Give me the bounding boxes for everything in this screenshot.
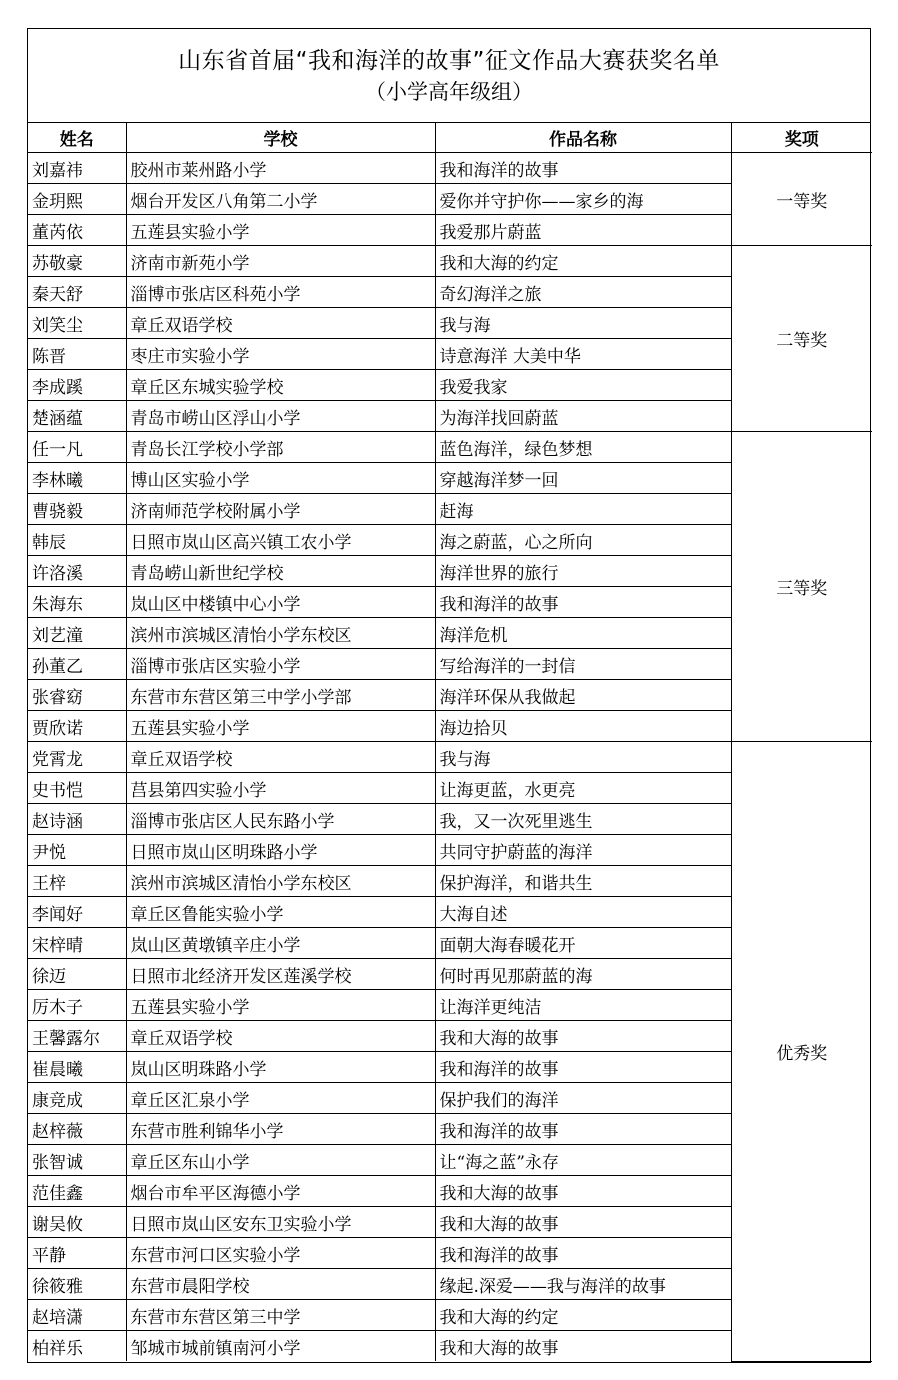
work-title: 我和大海的故事 bbox=[435, 1176, 731, 1207]
school-name: 滨州市滨城区清怡小学东校区 bbox=[126, 618, 435, 649]
winner-name: 宋梓晴 bbox=[28, 928, 126, 959]
winner-name: 许洛溪 bbox=[28, 556, 126, 587]
work-title: 蓝色海洋，绿色梦想 bbox=[435, 432, 731, 463]
winner-name: 刘嘉祎 bbox=[28, 153, 126, 184]
winner-name: 党霄龙 bbox=[28, 742, 126, 773]
school-name: 东营市东营区第三中学小学部 bbox=[126, 680, 435, 711]
school-name: 日照市岚山区明珠路小学 bbox=[126, 835, 435, 866]
winner-name: 柏祥乐 bbox=[28, 1331, 126, 1362]
work-title: 我和大海的故事 bbox=[435, 1331, 731, 1362]
work-title: 我和大海的故事 bbox=[435, 1021, 731, 1052]
winner-name: 孙董乙 bbox=[28, 649, 126, 680]
school-name: 日照市岚山区安东卫实验小学 bbox=[126, 1207, 435, 1238]
winner-name: 尹悦 bbox=[28, 835, 126, 866]
work-title: 我和海洋的故事 bbox=[435, 153, 731, 184]
winner-name: 董芮依 bbox=[28, 215, 126, 246]
winner-name: 楚涵蕴 bbox=[28, 401, 126, 432]
winner-name: 苏敬豪 bbox=[28, 246, 126, 277]
work-title: 保护海洋，和谐共生 bbox=[435, 866, 731, 897]
school-name: 章丘双语学校 bbox=[126, 1021, 435, 1052]
winner-name: 赵梓薇 bbox=[28, 1114, 126, 1145]
winner-name: 厉木子 bbox=[28, 990, 126, 1021]
header-name: 姓名 bbox=[28, 123, 126, 153]
school-name: 五莲县实验小学 bbox=[126, 711, 435, 742]
winner-name: 韩辰 bbox=[28, 525, 126, 556]
school-name: 胶州市莱州路小学 bbox=[126, 153, 435, 184]
winner-name: 徐迈 bbox=[28, 959, 126, 990]
work-title: 让海洋更纯洁 bbox=[435, 990, 731, 1021]
winner-name: 张智诚 bbox=[28, 1145, 126, 1176]
table-row bbox=[28, 153, 872, 184]
school-name: 岚山区明珠路小学 bbox=[126, 1052, 435, 1083]
school-name: 莒县第四实验小学 bbox=[126, 773, 435, 804]
school-name: 日照市北经济开发区莲溪学校 bbox=[126, 959, 435, 990]
work-title: 我和大海的约定 bbox=[435, 1300, 731, 1331]
work-title: 海洋危机 bbox=[435, 618, 731, 649]
school-name: 青岛崂山新世纪学校 bbox=[126, 556, 435, 587]
work-title: 赶海 bbox=[435, 494, 731, 525]
school-name: 东营市胜利锦华小学 bbox=[126, 1114, 435, 1145]
table-row bbox=[28, 432, 872, 463]
school-name: 枣庄市实验小学 bbox=[126, 339, 435, 370]
work-title: 我和大海的故事 bbox=[435, 1207, 731, 1238]
school-name: 岚山区黄墩镇辛庄小学 bbox=[126, 928, 435, 959]
work-title: 我和海洋的故事 bbox=[435, 1114, 731, 1145]
header-work: 作品名称 bbox=[435, 123, 731, 153]
winner-name: 李成蹊 bbox=[28, 370, 126, 401]
document-subtitle: （小学高年级组） bbox=[365, 79, 533, 104]
work-title: 缘起.深爱——我与海洋的故事 bbox=[435, 1269, 731, 1300]
winner-name: 王梓 bbox=[28, 866, 126, 897]
winner-name: 康竞成 bbox=[28, 1083, 126, 1114]
winner-name: 陈晋 bbox=[28, 339, 126, 370]
winner-name: 曹骁毅 bbox=[28, 494, 126, 525]
winner-name: 谢吴攸 bbox=[28, 1207, 126, 1238]
school-name: 滨州市滨城区清怡小学东校区 bbox=[126, 866, 435, 897]
school-name: 日照市岚山区高兴镇工农小学 bbox=[126, 525, 435, 556]
winner-name: 任一凡 bbox=[28, 432, 126, 463]
winner-name: 朱海东 bbox=[28, 587, 126, 618]
work-title: 我爱我家 bbox=[435, 370, 731, 401]
work-title: 共同守护蔚蓝的海洋 bbox=[435, 835, 731, 866]
work-title: 我，又一次死里逃生 bbox=[435, 804, 731, 835]
work-title: 我和海洋的故事 bbox=[435, 587, 731, 618]
document-title: 山东省首届“我和海洋的故事”征文作品大赛获奖名单 bbox=[178, 47, 720, 74]
school-name: 东营市河口区实验小学 bbox=[126, 1238, 435, 1269]
header-row bbox=[28, 123, 872, 153]
winner-name: 刘笑尘 bbox=[28, 308, 126, 339]
winner-name: 徐筱雅 bbox=[28, 1269, 126, 1300]
work-title: 海之蔚蓝，心之所向 bbox=[435, 525, 731, 556]
work-title: 海洋世界的旅行 bbox=[435, 556, 731, 587]
school-name: 青岛市崂山区浮山小学 bbox=[126, 401, 435, 432]
school-name: 淄博市张店区科苑小学 bbox=[126, 277, 435, 308]
winner-name: 赵诗涵 bbox=[28, 804, 126, 835]
award-level: 三等奖 bbox=[731, 432, 872, 742]
school-name: 章丘双语学校 bbox=[126, 742, 435, 773]
winner-name: 李林曦 bbox=[28, 463, 126, 494]
school-name: 五莲县实验小学 bbox=[126, 215, 435, 246]
header-school: 学校 bbox=[126, 123, 435, 153]
winner-name: 赵培潇 bbox=[28, 1300, 126, 1331]
school-name: 济南师范学校附属小学 bbox=[126, 494, 435, 525]
work-title: 让海更蓝，水更亮 bbox=[435, 773, 731, 804]
school-name: 淄博市张店区实验小学 bbox=[126, 649, 435, 680]
award-level: 优秀奖 bbox=[731, 742, 872, 1362]
work-title: 保护我们的海洋 bbox=[435, 1083, 731, 1114]
work-title: 海边拾贝 bbox=[435, 711, 731, 742]
award-level: 一等奖 bbox=[731, 153, 872, 246]
title-block bbox=[28, 29, 870, 123]
work-title: 我和大海的约定 bbox=[435, 246, 731, 277]
work-title: 何时再见那蔚蓝的海 bbox=[435, 959, 731, 990]
work-title: 我与海 bbox=[435, 308, 731, 339]
work-title: 我与海 bbox=[435, 742, 731, 773]
school-name: 烟台市牟平区海德小学 bbox=[126, 1176, 435, 1207]
winner-name: 金玥熙 bbox=[28, 184, 126, 215]
school-name: 章丘区汇泉小学 bbox=[126, 1083, 435, 1114]
award-level: 二等奖 bbox=[731, 246, 872, 432]
work-title: 我和海洋的故事 bbox=[435, 1238, 731, 1269]
award-table bbox=[28, 123, 872, 1362]
school-name: 章丘区东山小学 bbox=[126, 1145, 435, 1176]
work-title: 写给海洋的一封信 bbox=[435, 649, 731, 680]
winner-name: 平静 bbox=[28, 1238, 126, 1269]
work-title: 为海洋找回蔚蓝 bbox=[435, 401, 731, 432]
work-title: 我和海洋的故事 bbox=[435, 1052, 731, 1083]
winner-name: 秦天舒 bbox=[28, 277, 126, 308]
winner-name: 刘艺潼 bbox=[28, 618, 126, 649]
header-award: 奖项 bbox=[731, 123, 872, 153]
award-table-body bbox=[28, 153, 872, 1362]
school-name: 章丘双语学校 bbox=[126, 308, 435, 339]
winner-name: 王馨露尔 bbox=[28, 1021, 126, 1052]
table-row bbox=[28, 246, 872, 277]
work-title: 大海自述 bbox=[435, 897, 731, 928]
school-name: 济南市新苑小学 bbox=[126, 246, 435, 277]
winner-name: 张睿窈 bbox=[28, 680, 126, 711]
winner-name: 李闻好 bbox=[28, 897, 126, 928]
school-name: 五莲县实验小学 bbox=[126, 990, 435, 1021]
school-name: 东营市晨阳学校 bbox=[126, 1269, 435, 1300]
winner-name: 贾欣诺 bbox=[28, 711, 126, 742]
school-name: 青岛长江学校小学部 bbox=[126, 432, 435, 463]
school-name: 烟台开发区八角第二小学 bbox=[126, 184, 435, 215]
school-name: 章丘区鲁能实验小学 bbox=[126, 897, 435, 928]
school-name: 博山区实验小学 bbox=[126, 463, 435, 494]
winner-name: 史书恺 bbox=[28, 773, 126, 804]
work-title: 让“海之蓝”永存 bbox=[435, 1145, 731, 1176]
table-row bbox=[28, 742, 872, 773]
work-title: 面朝大海春暖花开 bbox=[435, 928, 731, 959]
winner-name: 崔晨曦 bbox=[28, 1052, 126, 1083]
school-name: 东营市东营区第三中学 bbox=[126, 1300, 435, 1331]
winner-name: 范佳鑫 bbox=[28, 1176, 126, 1207]
work-title: 诗意海洋 大美中华 bbox=[435, 339, 731, 370]
work-title: 我爱那片蔚蓝 bbox=[435, 215, 731, 246]
school-name: 邹城市城前镇南河小学 bbox=[126, 1331, 435, 1362]
school-name: 章丘区东城实验学校 bbox=[126, 370, 435, 401]
work-title: 穿越海洋梦一回 bbox=[435, 463, 731, 494]
work-title: 爱你并守护你——家乡的海 bbox=[435, 184, 731, 215]
school-name: 岚山区中楼镇中心小学 bbox=[126, 587, 435, 618]
work-title: 奇幻海洋之旅 bbox=[435, 277, 731, 308]
work-title: 海洋环保从我做起 bbox=[435, 680, 731, 711]
school-name: 淄博市张店区人民东路小学 bbox=[126, 804, 435, 835]
award-list-sheet bbox=[27, 28, 871, 1363]
